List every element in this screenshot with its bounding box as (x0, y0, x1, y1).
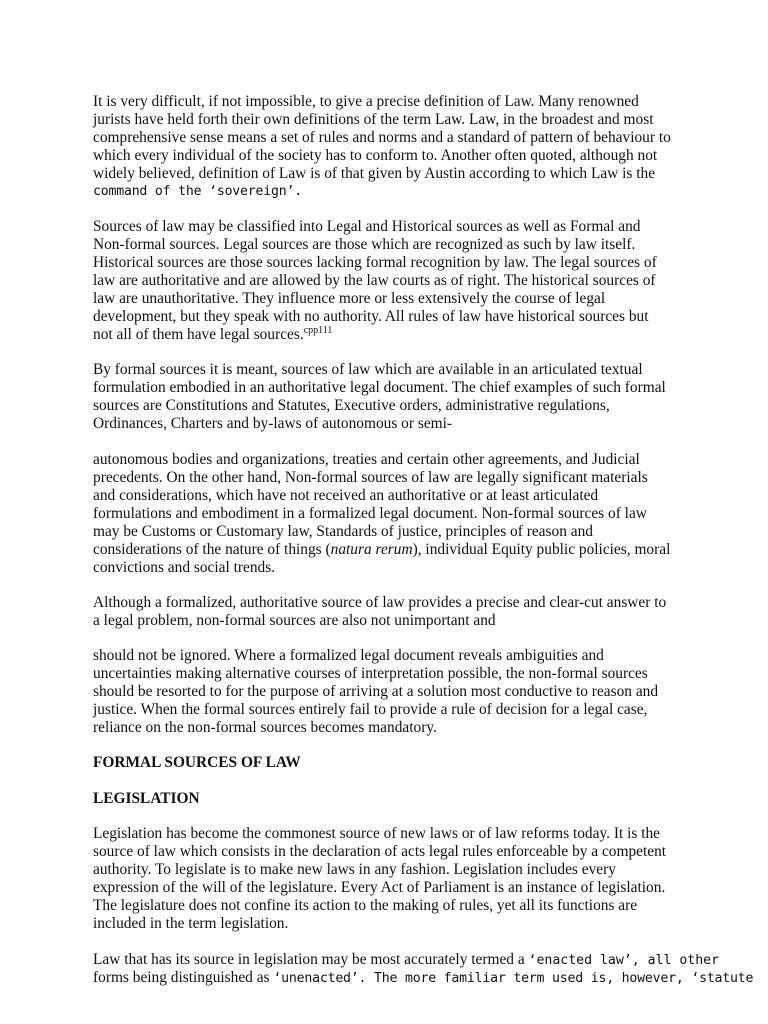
heading-formal-sources: FORMAL SOURCES OF LAW (93, 754, 301, 771)
paragraph-4-line-4: formulations and embodiment in a formalized legal document. Non-formal sources of law (93, 505, 647, 522)
paragraph-1-line-1: It is very difficult, if not impossible, to give a precise definition of Law. Many renowned (93, 93, 639, 110)
paragraph-4-line-2: precedents. On the other hand, Non-formal sources of law are legally significant materials (93, 469, 648, 486)
paragraph-1-line-2: jurists have held forth their own definitions of the term Law. Law, in the broadest and most (93, 111, 654, 128)
paragraph-6-line-2: uncertainties making alternative courses of interpretation possible, the non-formal sources (93, 665, 648, 682)
paragraph-6-line-1: should not be ignored. Where a formalized legal document reveals ambiguities and (93, 647, 604, 664)
paragraph-6-line-3: should be resorted to for the purpose of arriving at a solution most conductive to reason and (93, 683, 659, 700)
paragraph-3-line-3: sources are Constitutions and Statutes, Executive orders, administrative regulations, (93, 397, 610, 414)
paragraph-1-line-5: widely believed, definition of Law is of that given by Austin according to which Law is the (93, 165, 656, 182)
paragraph-2-line-6: development, but they speak with no authority. All rules of law have historical sources but (93, 308, 649, 325)
paragraph-6-line-5: reliance on the non-formal sources becomes mandatory. (93, 719, 437, 736)
paragraph-2-line-7 (93, 326, 332, 344)
paragraph-2-line-2: Non-formal sources. Legal sources are those which are recognized as such by law itself. (93, 236, 636, 253)
paragraph-4-line-6 (93, 541, 670, 559)
paragraph-8-line-2-serif: forms being distinguished as (93, 969, 274, 986)
paragraph-3-line-4: Ordinances, Charters and by-laws of autonomous or semi- (93, 415, 453, 432)
paragraph-2-line-1: Sources of law may be classified into Legal and Historical sources as well as Formal and (93, 218, 641, 235)
paragraph-2-line-3: Historical sources are those sources lacking formal recognition by law. The legal sources of (93, 254, 657, 271)
paragraph-2-line-4: law are authoritative and are allowed by the law courts as of right. The historical sources of (93, 272, 656, 289)
paragraph-5-line-1: Although a formalized, authoritative source of law provides a precise and clear-cut answer to (93, 594, 667, 611)
paragraph-8-line-1-mono: ‘enacted law’, all other (528, 953, 720, 968)
paragraph-3-line-2: formulation embodied in an authoritative legal document. The chief examples of such formal (93, 379, 666, 396)
paragraph-3-line-1: By formal sources it is meant, sources of law which are available in an articulated textual (93, 361, 643, 378)
paragraph-7-line-1: Legislation has become the commonest source of new laws or of law reforms today. It is the (93, 825, 661, 842)
paragraph-7-line-5: The legislature does not confine its action to the making of rules, yet all its functions are (93, 897, 638, 914)
paragraph-8-line-2-mono: ‘unenacted’. The more familiar term used is, however, ‘statute (273, 971, 754, 986)
paragraph-8-line-1 (93, 951, 719, 970)
paragraph-4-line-6-after: ), individual Equity public policies, moral (412, 541, 671, 558)
paragraph-6-line-4: justice. When the formal sources entirely fail to provide a rule of decision for a legal case, (93, 701, 648, 718)
paragraph-4-line-6-before: considerations of the nature of things ( (93, 541, 331, 558)
paragraph-2-line-5: law are unauthoritative. They influence more or less extensively the course of legal (93, 290, 606, 307)
paragraph-4-line-1: autonomous bodies and organizations, treaties and certain other agreements, and Judicial (93, 451, 640, 468)
paragraph-7-line-4: expression of the will of the legislature. Every Act of Parliament is an instance of legislation. (93, 879, 666, 896)
paragraph-2-last-text: not all of them have legal sources. (93, 326, 304, 343)
latin-term: natura rerum (330, 541, 413, 558)
heading-legislation: LEGISLATION (93, 790, 200, 807)
paragraph-7-line-6: included in the term legislation. (93, 915, 289, 932)
paragraph-4-line-7: convictions and social trends. (93, 559, 276, 576)
paragraph-7-line-2: source of law which consists in the declaration of acts legal rules enforceable by a competent (93, 843, 667, 860)
paragraph-8-line-2 (93, 969, 753, 988)
footnote-superscript: cpp111 (303, 324, 333, 336)
paragraph-7-line-3: authority. To legislate is to make new laws in any fashion. Legislation includes every (93, 861, 616, 878)
paragraph-1-line-3: comprehensive sense means a set of rules and norms and a standard of pattern of behaviour to (93, 129, 671, 146)
paragraph-1-line-4: which every individual of the society has to conform to. Another often quoted, although not (93, 147, 658, 164)
paragraph-8-line-1-serif: Law that has its source in legislation may be most accurately termed a (93, 951, 529, 968)
paragraph-4-line-5: may be Customs or Customary law, Standards of justice, principles of reason and (93, 523, 593, 540)
paragraph-1-line-6: command of the ‘sovereign’. (93, 184, 302, 199)
paragraph-5-line-2: a legal problem, non-formal sources are also not unimportant and (93, 612, 496, 629)
paragraph-4-line-3: and considerations, which have not received an authoritative or at least articulated (93, 487, 599, 504)
